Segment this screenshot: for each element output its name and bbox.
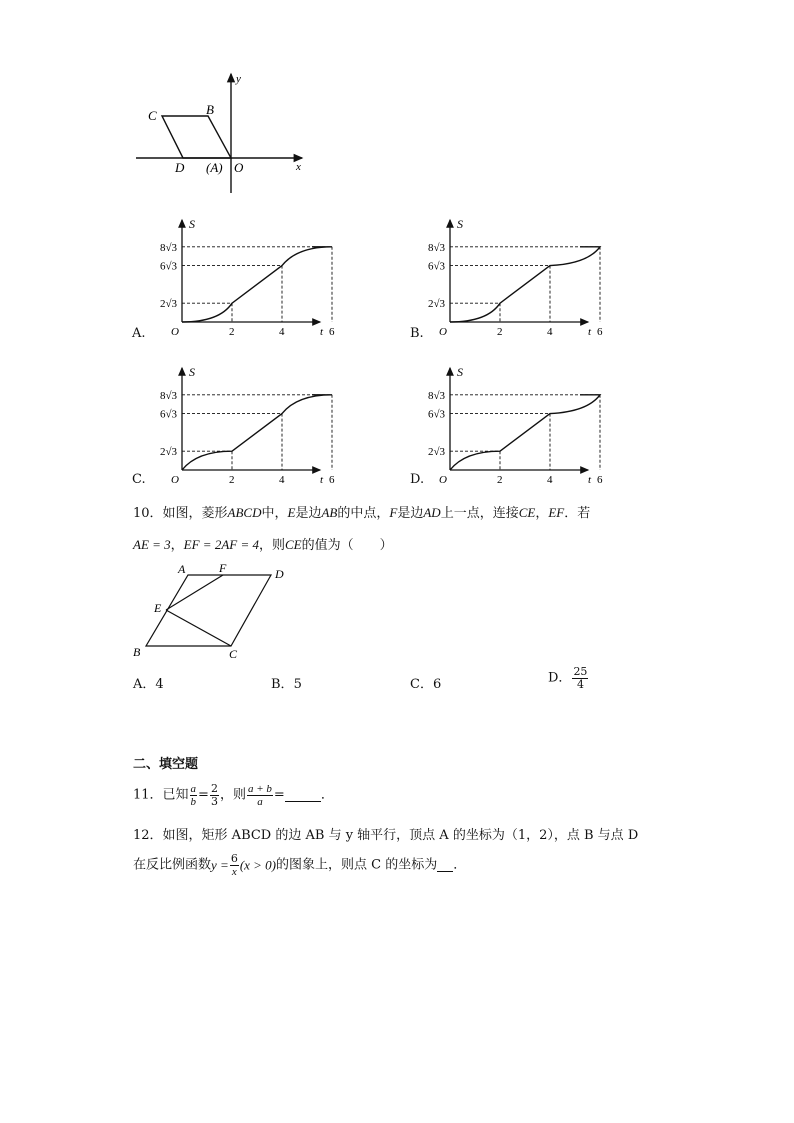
q10-option-a[interactable]: [133, 675, 164, 695]
fraction-denominator: b: [190, 796, 197, 808]
q11-answer-blank[interactable]: [285, 789, 321, 802]
x-tick-label: 2: [497, 326, 503, 338]
q10-text: ，: [170, 538, 184, 553]
y-tick-label: 6√3: [160, 408, 178, 421]
graph-option-d[interactable]: [408, 360, 608, 490]
label-o: O: [234, 160, 244, 175]
q10-text: 是边: [397, 506, 424, 521]
fraction-denominator: a: [257, 796, 263, 808]
x-tick-label: 6: [597, 474, 603, 486]
q10-ce-2: CE: [285, 537, 302, 552]
y-tick-label: 6√3: [428, 260, 446, 273]
q11-fraction-target: [247, 783, 273, 808]
y-tick-label: 6√3: [428, 408, 446, 421]
fraction-numerator: 6: [230, 852, 238, 865]
distance-time-curve: [450, 247, 600, 322]
x-tick-label: 6: [329, 326, 335, 338]
section-heading: 二、填空题: [133, 757, 199, 772]
q10-ab: AB: [321, 505, 338, 520]
option-letter: D.: [410, 472, 425, 487]
q10-text: 是边: [295, 506, 322, 521]
graph-option-b[interactable]: [408, 212, 608, 342]
q10-ad: AD: [423, 505, 441, 520]
fraction-numerator: a + b: [247, 783, 272, 795]
origin-label: O: [171, 326, 179, 338]
option-letter: C.: [132, 472, 146, 487]
segment-ef: [166, 575, 223, 610]
s-axis-label: S: [457, 365, 463, 379]
origin-label: O: [439, 326, 447, 338]
graph-option-c[interactable]: [130, 360, 335, 490]
rhombus-label-e: E: [154, 601, 162, 615]
label-b: B: [206, 102, 214, 117]
q12-text: ．: [453, 857, 467, 873]
option-a-graph: [160, 212, 335, 342]
q10-option-d[interactable]: [548, 666, 589, 691]
option-letter: B.: [410, 326, 424, 341]
y-tick-label: 2√3: [160, 298, 178, 311]
x-tick-label: 2: [229, 474, 235, 486]
q11-text: ．: [320, 787, 334, 803]
t-axis-label: t: [588, 326, 592, 338]
label-c: C: [148, 108, 157, 123]
distance-time-curve: [182, 395, 332, 470]
rhombus-label-b: B: [133, 645, 141, 659]
label-y: y: [236, 73, 241, 85]
option-fraction: [572, 666, 588, 691]
option-letter: C．: [410, 677, 433, 692]
fraction-denominator: x: [231, 866, 237, 878]
x-tick-label: 4: [547, 326, 553, 338]
y-tick-label: 8√3: [428, 241, 446, 254]
x-tick-label: 4: [547, 474, 553, 486]
s-axis-label: S: [189, 217, 195, 231]
q11-equals: =: [198, 787, 209, 803]
q10-text: 10．如图，菱形: [133, 506, 228, 521]
fraction-denominator: 4: [576, 678, 584, 691]
q12-answer-blank[interactable]: [437, 859, 453, 872]
rhombus-label-c: C: [229, 647, 238, 661]
option-d-graph: [428, 360, 603, 490]
q10-condition-2: EF = 2AF = 4: [183, 537, 259, 552]
rhombus-label-f: F: [219, 561, 227, 575]
q12-function-fraction: [230, 853, 239, 878]
t-axis-label: t: [320, 474, 324, 486]
q10-text: 上一点，连接: [440, 506, 519, 521]
y-tick-label: 8√3: [160, 241, 178, 254]
question-10-line-2: [133, 535, 393, 556]
y-tick-label: 2√3: [428, 446, 446, 459]
q11-equals: =: [273, 787, 285, 803]
option-c-graph: [160, 360, 335, 490]
q10-text: 中，: [261, 506, 288, 521]
q11-text: 11．已知: [133, 787, 189, 803]
y-tick-label: 6√3: [160, 260, 178, 273]
q12-domain-condition: (x > 0): [239, 857, 277, 873]
s-axis-label: S: [457, 217, 463, 231]
option-value: 6: [432, 677, 442, 692]
q10-option-c[interactable]: [410, 675, 441, 695]
parallelogram-abcd: [162, 116, 231, 158]
x-tick-label: 4: [279, 326, 285, 338]
option-value: 5: [293, 677, 302, 692]
origin-label: O: [171, 474, 179, 486]
t-axis-label: t: [320, 326, 324, 338]
fraction-numerator: 25: [573, 665, 588, 678]
graph-option-a[interactable]: [130, 212, 335, 342]
rhombus-abcd: [146, 575, 271, 646]
q11-fraction-a-over-b: [190, 783, 198, 808]
label-x: x: [296, 161, 301, 173]
distance-time-curve: [450, 395, 600, 470]
option-value: 4: [155, 677, 164, 692]
option-letter: D．: [548, 670, 572, 686]
question-12-line-2: [133, 853, 466, 878]
q11-text: ，则: [219, 787, 246, 803]
option-letter: B．: [271, 677, 294, 692]
q12-text: 的图象上，则点 C 的坐标为: [276, 857, 438, 873]
q11-fraction-2-over-3: [210, 783, 219, 808]
option-b-graph: [428, 212, 603, 342]
t-axis-label: t: [588, 474, 592, 486]
y-tick-label: 8√3: [428, 389, 446, 402]
q12-text: 在反比例函数: [133, 857, 212, 873]
option-letter: A.: [132, 326, 146, 341]
fraction-numerator: 2: [210, 782, 218, 795]
q10-option-b[interactable]: [271, 675, 302, 695]
segment-ec: [166, 610, 231, 646]
label-d: D: [175, 160, 185, 175]
x-tick-label: 6: [597, 326, 603, 338]
q10-text: ．若: [564, 506, 591, 521]
origin-label: O: [439, 474, 447, 486]
y-tick-label: 2√3: [160, 446, 178, 459]
y-tick-label: 2√3: [428, 298, 446, 311]
q10-text: ，则: [258, 538, 285, 553]
x-tick-label: 2: [229, 326, 235, 338]
q10-text: 的中点，: [337, 506, 390, 521]
q10-text: 的值为（ ）: [301, 538, 393, 553]
x-tick-label: 6: [329, 474, 335, 486]
option-letter: A．: [133, 677, 156, 692]
y-tick-label: 8√3: [160, 389, 178, 402]
q10-f: F: [389, 505, 398, 520]
q10-abcd: ABCD: [227, 505, 262, 520]
x-tick-label: 2: [497, 474, 503, 486]
distance-time-curve: [182, 247, 332, 322]
q10-ef: EF: [548, 505, 565, 520]
s-axis-label: S: [189, 365, 195, 379]
rhombus-label-a: A: [178, 562, 186, 576]
rhombus-figure: [128, 560, 298, 665]
q12-function-y: y =: [211, 857, 229, 873]
fraction-numerator: a: [190, 783, 197, 795]
q10-ce: CE: [518, 505, 536, 520]
q10-e: E: [287, 505, 296, 520]
q10-condition-1: AE = 3: [133, 537, 171, 552]
question-12-line-1: 12．如图，矩形 ABCD 的边 AB 与 y 轴平行，顶点 A 的坐标为（1，2），点 B 与点 D: [133, 828, 639, 843]
question-11: [133, 783, 334, 808]
fraction-denominator: 3: [210, 795, 218, 808]
x-tick-label: 4: [279, 474, 285, 486]
label-a: (A): [206, 160, 223, 175]
rhombus-label-d: D: [275, 567, 284, 581]
question-10-line-1: [133, 503, 590, 524]
q10-text: ，: [535, 506, 549, 521]
parallelogram-axes-figure: [130, 68, 310, 198]
